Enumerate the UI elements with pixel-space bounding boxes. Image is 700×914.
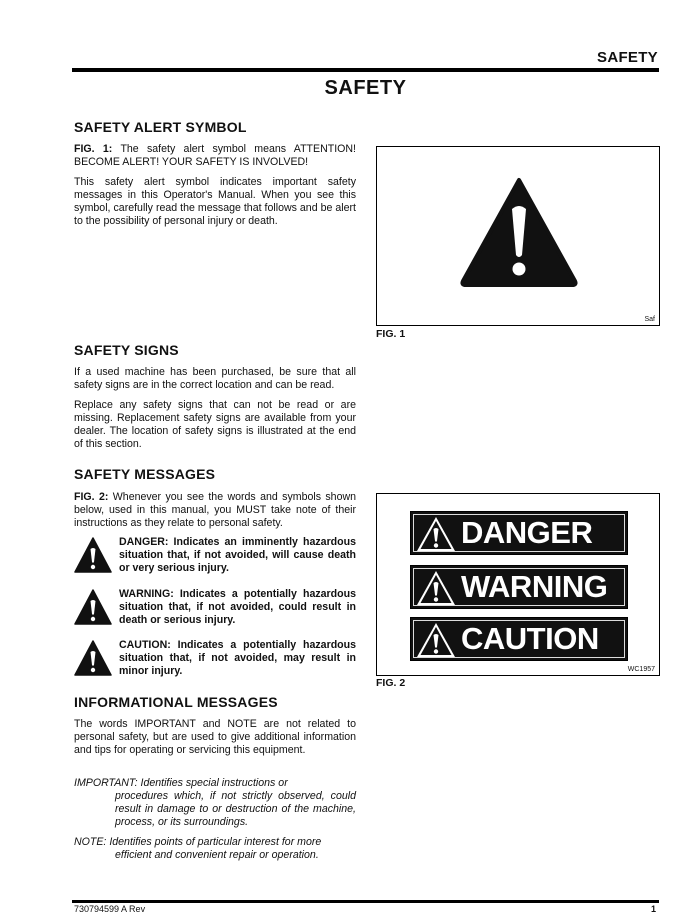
important-rest: procedures which, if not strictly observed, could result in damage to or destruction of the machine, process, or its surroundings.	[115, 790, 356, 828]
caution-sign-label: CAUTION	[461, 621, 599, 656]
info-heading: INFORMATIONAL MESSAGES	[74, 694, 278, 710]
alert-heading: SAFETY ALERT SYMBOL	[74, 119, 247, 135]
figure-2	[376, 493, 660, 676]
danger-sign-label: DANGER	[461, 515, 593, 550]
footer-rule	[72, 900, 659, 903]
alert-fig-ref: FIG. 1:	[74, 143, 113, 155]
warning-message	[74, 588, 356, 632]
page-number: 1	[650, 904, 656, 914]
fig1-caption: FIG. 1	[376, 328, 406, 340]
danger-message	[74, 536, 356, 580]
page-title: SAFETY	[324, 77, 407, 99]
alert-fig-text: The safety alert symbol means ATTENTION! BECOME ALERT! YOUR SAFETY IS INVOLVED!	[74, 143, 356, 168]
alert-fig-paragraph	[74, 143, 356, 169]
warning-text: WARNING: Indicates a potentially hazardous situation that, if not avoided, could result in death or serious injury.	[119, 588, 356, 626]
warning-sign	[410, 565, 628, 609]
fig2-code: WC1957	[627, 666, 655, 673]
alert-triangle-icon	[416, 570, 456, 606]
signs-paragraph-1: If a used machine has been purchased, be sure that all safety signs are in the correct location and can be read.	[74, 366, 356, 391]
safety-alert-symbol-icon	[460, 177, 578, 287]
signs-heading: SAFETY SIGNS	[74, 342, 179, 358]
note	[74, 836, 356, 862]
warning-triangle-icon	[74, 537, 112, 573]
warning-triangle-icon	[74, 589, 112, 625]
doc-number: 730794599 A Rev	[74, 904, 146, 914]
alert-body: This safety alert symbol indicates important safety messages in this Operator's Manual. When you see this symbol, carefully read the message that follows and be alert to the possibility of personal injury or death.	[74, 176, 356, 227]
important-note	[74, 777, 356, 829]
important-label: IMPORTANT:	[74, 777, 138, 789]
warning-sign-label: WARNING	[461, 569, 608, 604]
note-line1: Identifies points of particular interest for more	[109, 836, 322, 848]
figure-1	[376, 146, 660, 326]
messages-fig-paragraph	[74, 491, 356, 530]
header-rule	[72, 68, 659, 72]
messages-fig-text: Whenever you see the words and symbols shown below, used in this manual, you MUST take note of their instructions as they relate to personal safety.	[74, 491, 357, 529]
signs-paragraph-2: Replace any safety signs that can not be read or are missing. Replacement safety signs are available from your dealer. The location of safety signs is illustrated at the end of this section.	[74, 399, 356, 450]
caution-sign	[410, 617, 628, 661]
running-header: SAFETY	[597, 49, 658, 66]
note-rest: efficient and convenient repair or operation.	[115, 849, 319, 861]
caution-text: CAUTION: Indicates a potentially hazardous situation that, if not avoided, may result in minor injury.	[119, 639, 356, 677]
messages-heading: SAFETY MESSAGES	[74, 466, 216, 482]
caution-message	[74, 639, 356, 683]
info-body: The words IMPORTANT and NOTE are not related to personal safety, but are used to give additional information and tips for operating or servicing this equipment.	[74, 718, 356, 756]
messages-fig-ref: FIG. 2:	[74, 491, 109, 503]
danger-sign	[410, 511, 628, 555]
note-label: NOTE:	[74, 836, 107, 848]
alert-triangle-icon	[416, 622, 456, 658]
important-line1: Identifies special instructions or	[140, 777, 288, 789]
fig2-caption: FIG. 2	[376, 677, 406, 689]
alert-triangle-icon	[416, 516, 456, 552]
danger-text: DANGER: Indicates an imminently hazardous situation that, if not avoided, will cause death or very serious injury.	[119, 536, 356, 574]
fig1-code: Saf	[644, 316, 655, 323]
warning-triangle-icon	[74, 640, 112, 676]
